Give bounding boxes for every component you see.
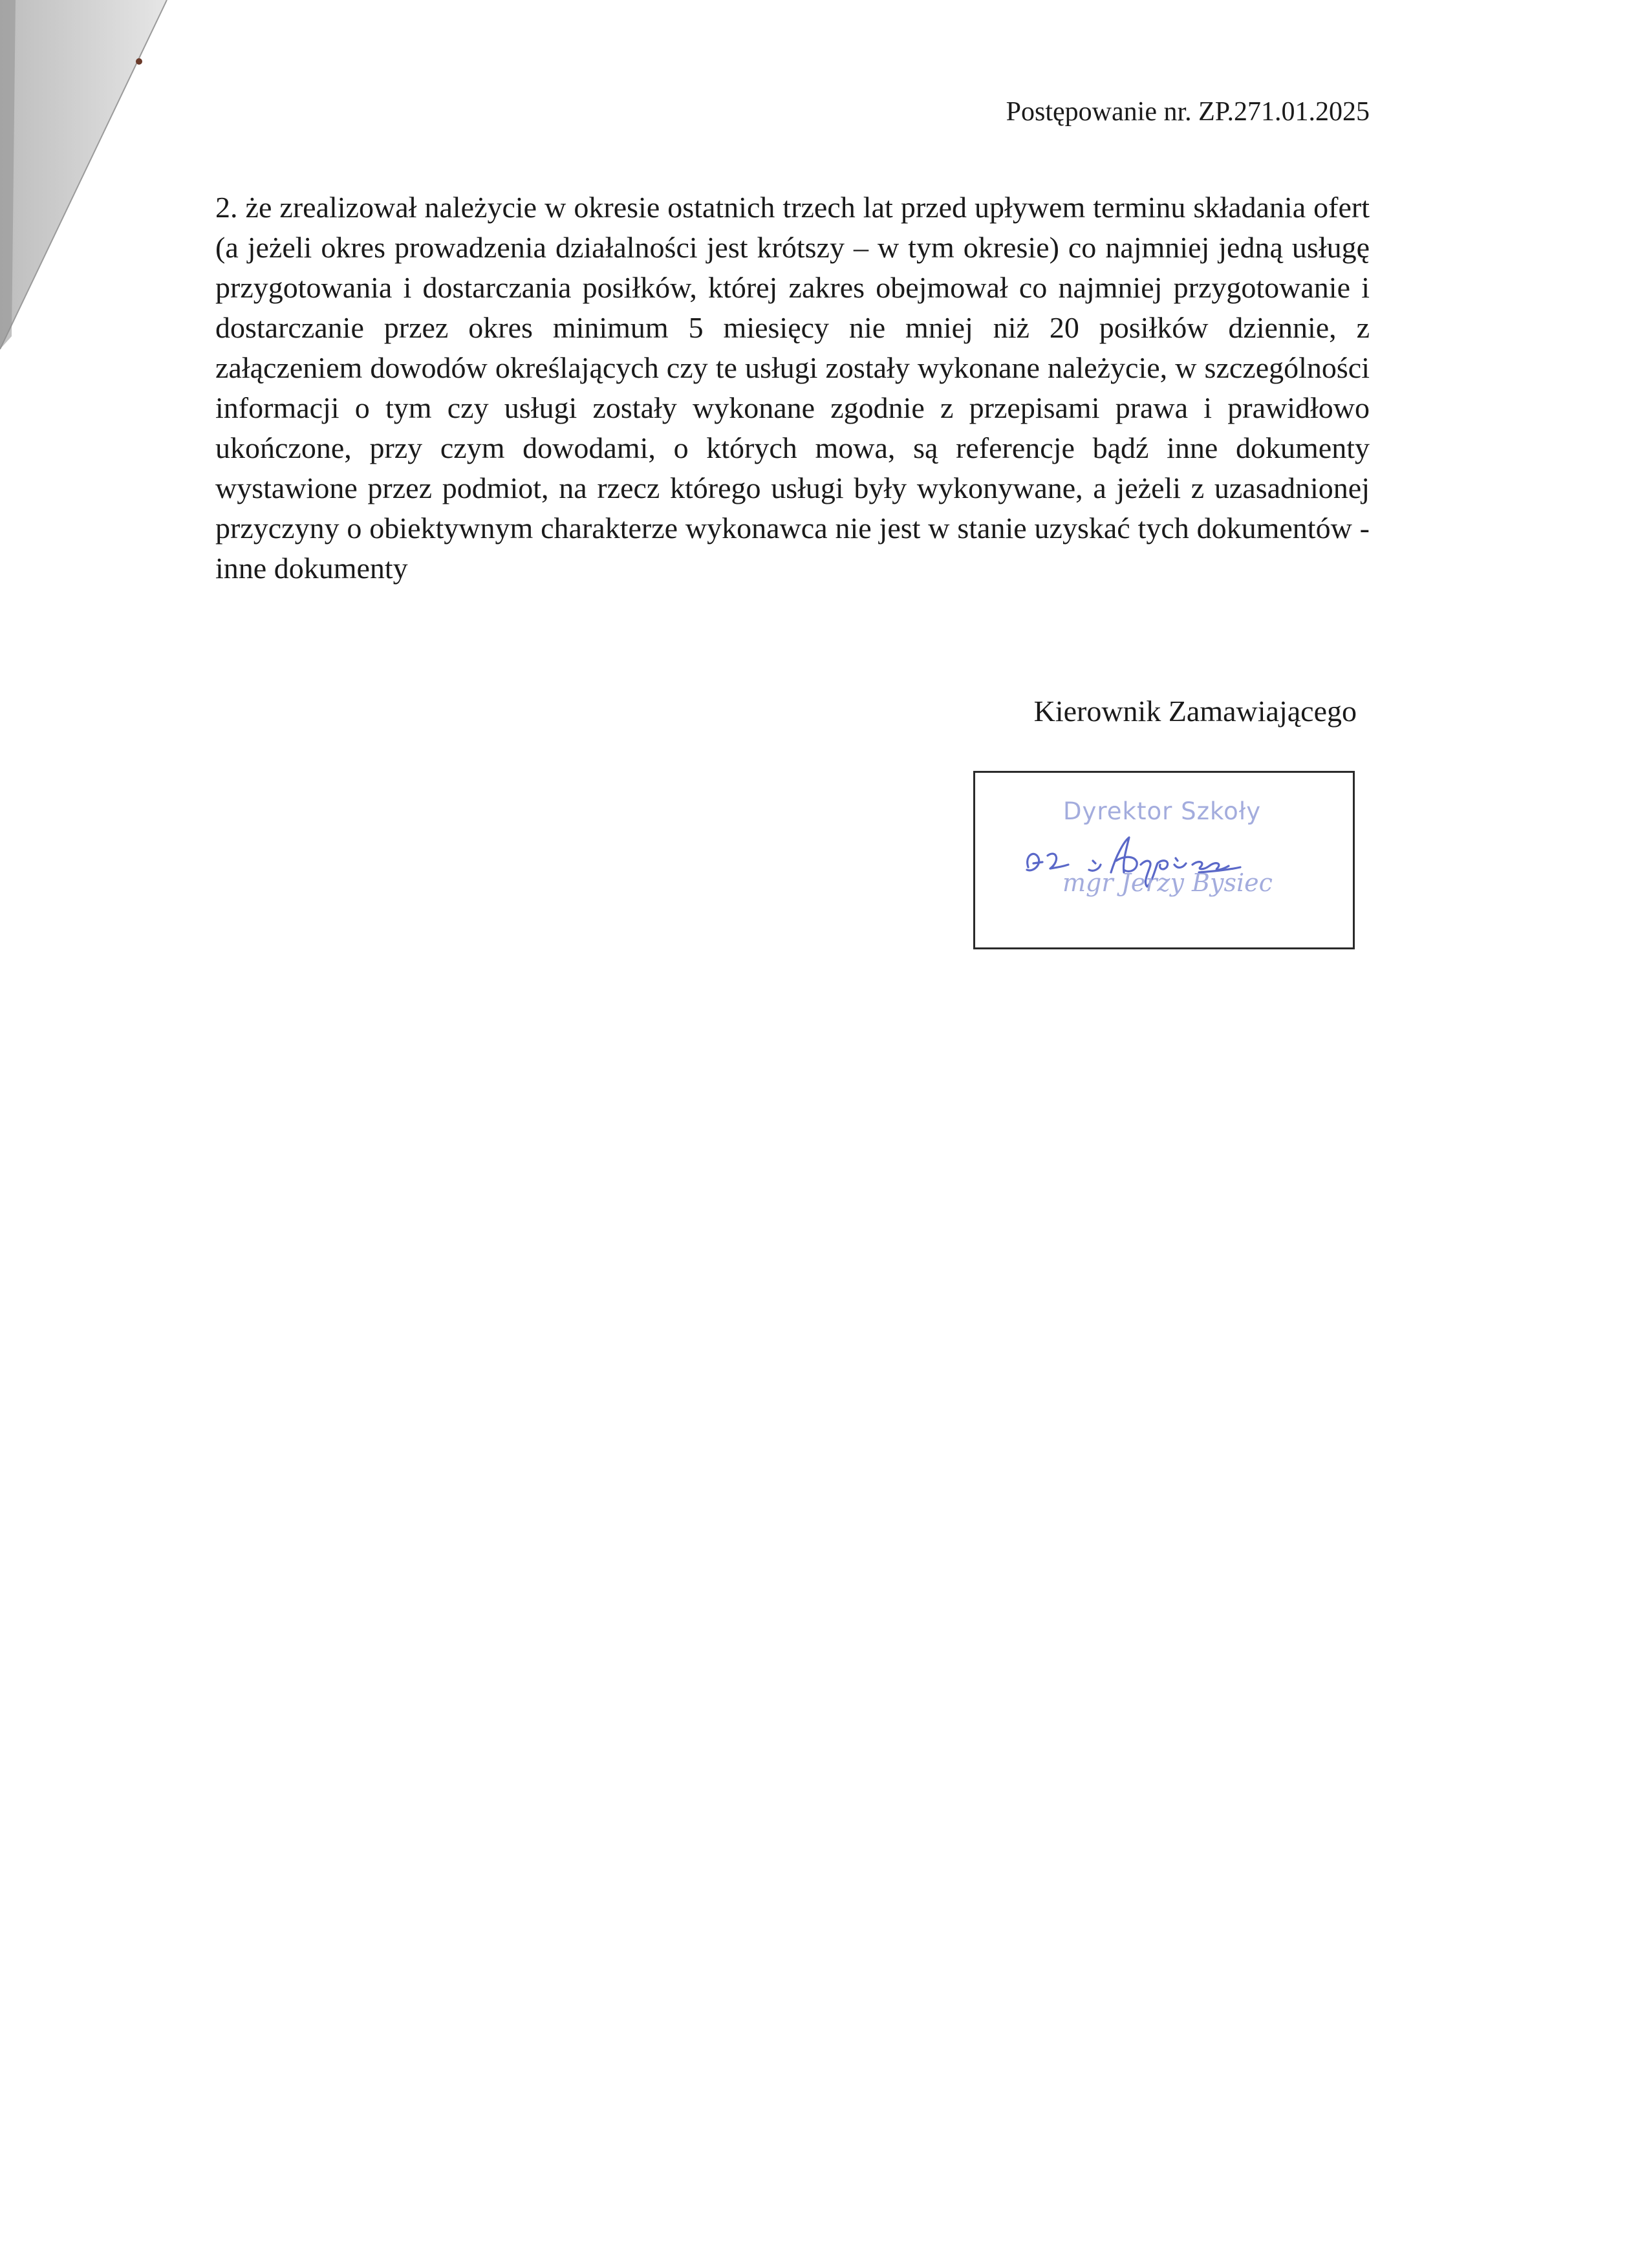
- signer-title: Kierownik Zamawiającego: [1033, 695, 1357, 728]
- stamp-position: Dyrektor Szkoły: [1063, 797, 1262, 825]
- signature-stamp-box: [973, 771, 1355, 949]
- document-body-text: 2. że zrealizował należycie w okresie ostatnich trzech lat przed upływem terminu składania ofert (a jeżeli okres prowadzenia działalności jest krótszy – w tym okresie) co najmniej jedną usługę przygotowania i dostarczania posiłków, której zakres obejmował co najmniej przygotowanie i dostarczanie przez okres minimum 5 miesięcy nie mniej niż 20 posiłków dziennie, z załączeniem dowodów określających czy te usługi zostały wykonane należycie, w szczególności informacji o tym czy usługi zostały wykonane zgodnie z przepisami prawa i prawidłowo ukończone, przy czym dowodami, o których mowa, są referencje bądź inne dokumenty wystawione przez podmiot, na rzecz którego usługi były wykonywane, a jeżeli z uzasadnionej przyczyny o obiektywnym charakterze wykonawca nie jest w stanie uzyskać tych dokumentów - inne dokumenty: [215, 191, 1370, 585]
- case-number: Postępowanie nr. ZP.271.01.2025: [1006, 97, 1370, 127]
- stamp-name: mgr Jerzy Bysiec: [1062, 869, 1273, 897]
- scan-edge-shadow: [0, 0, 168, 362]
